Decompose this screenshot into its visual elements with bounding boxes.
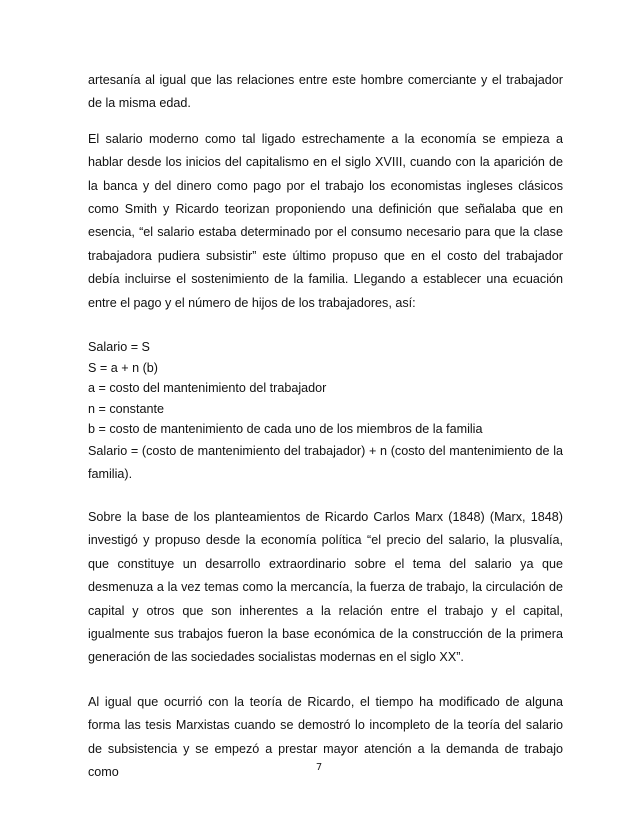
paragraph-marx: Sobre la base de los planteamientos de Ricardo Carlos Marx (1848) (Marx, 1848) investigó y propuso desde la economía política “el precio del salario, la plusvalía, que constituye un desarrollo extraordinario sobre el tema del salario ya que desmenuza a la vez temas como la mercancía, la fuerza de trabajo, la circulación de capital y otros que son inherentes a la relación entre el trabajo y el capital, igualmente sus trabajos fueron la base económica de la construcción de la primera generación de las sociedades socialistas modernas en el siglo XX”.	[88, 510, 563, 665]
equation-line-n: n = constante	[88, 401, 164, 416]
equation-line-salario: Salario = S	[88, 340, 150, 355]
salary-equation-block	[88, 337, 563, 486]
paragraph-artesania: artesanía al igual que las relaciones entre este hombre comerciante y el trabajador de la misma edad.	[88, 73, 563, 111]
equation-line-a: a = costo del mantenimiento del trabajador	[88, 381, 327, 396]
page-body	[88, 69, 563, 785]
equation-line-expanded: Salario = (costo de mantenimiento del trabajador) + n (costo del mantenimiento de la familia).	[88, 444, 563, 482]
equation-line-s: S = a + n (b)	[88, 360, 159, 375]
paragraph-salario-moderno: El salario moderno como tal ligado estrechamente a la economía se empieza a hablar desde los inicios del capitalismo en el siglo XVIII, cuando con la aparición de la banca y del dinero como pago por el trabajo los economistas ingleses clásicos como Smith y Ricardo teorizan proponiendo una definición que señalaba que en esencia, “el salario estaba determinado por el consumo necesario para que la clase trabajadora pudiera subsistir” este último propuso que en el costo del trabajador debía incluirse el sostenimiento de la familia. Llegando a establecer una ecuación entre el pago y el número de hijos de los trabajadores, así:	[88, 131, 563, 310]
page-number: 7	[315, 762, 323, 773]
paragraph-teoria-ricardo: Al igual que ocurrió con la teoría de Ricardo, el tiempo ha modificado de alguna forma las tesis Marxistas cuando se demostró lo incompleto de la teoría del salario de subsistencia y se empezó a prestar mayor atención a la demanda de trabajo como	[88, 694, 563, 780]
equation-line-b: b = costo de mantenimiento de cada uno de los miembros de la familia	[88, 422, 483, 437]
